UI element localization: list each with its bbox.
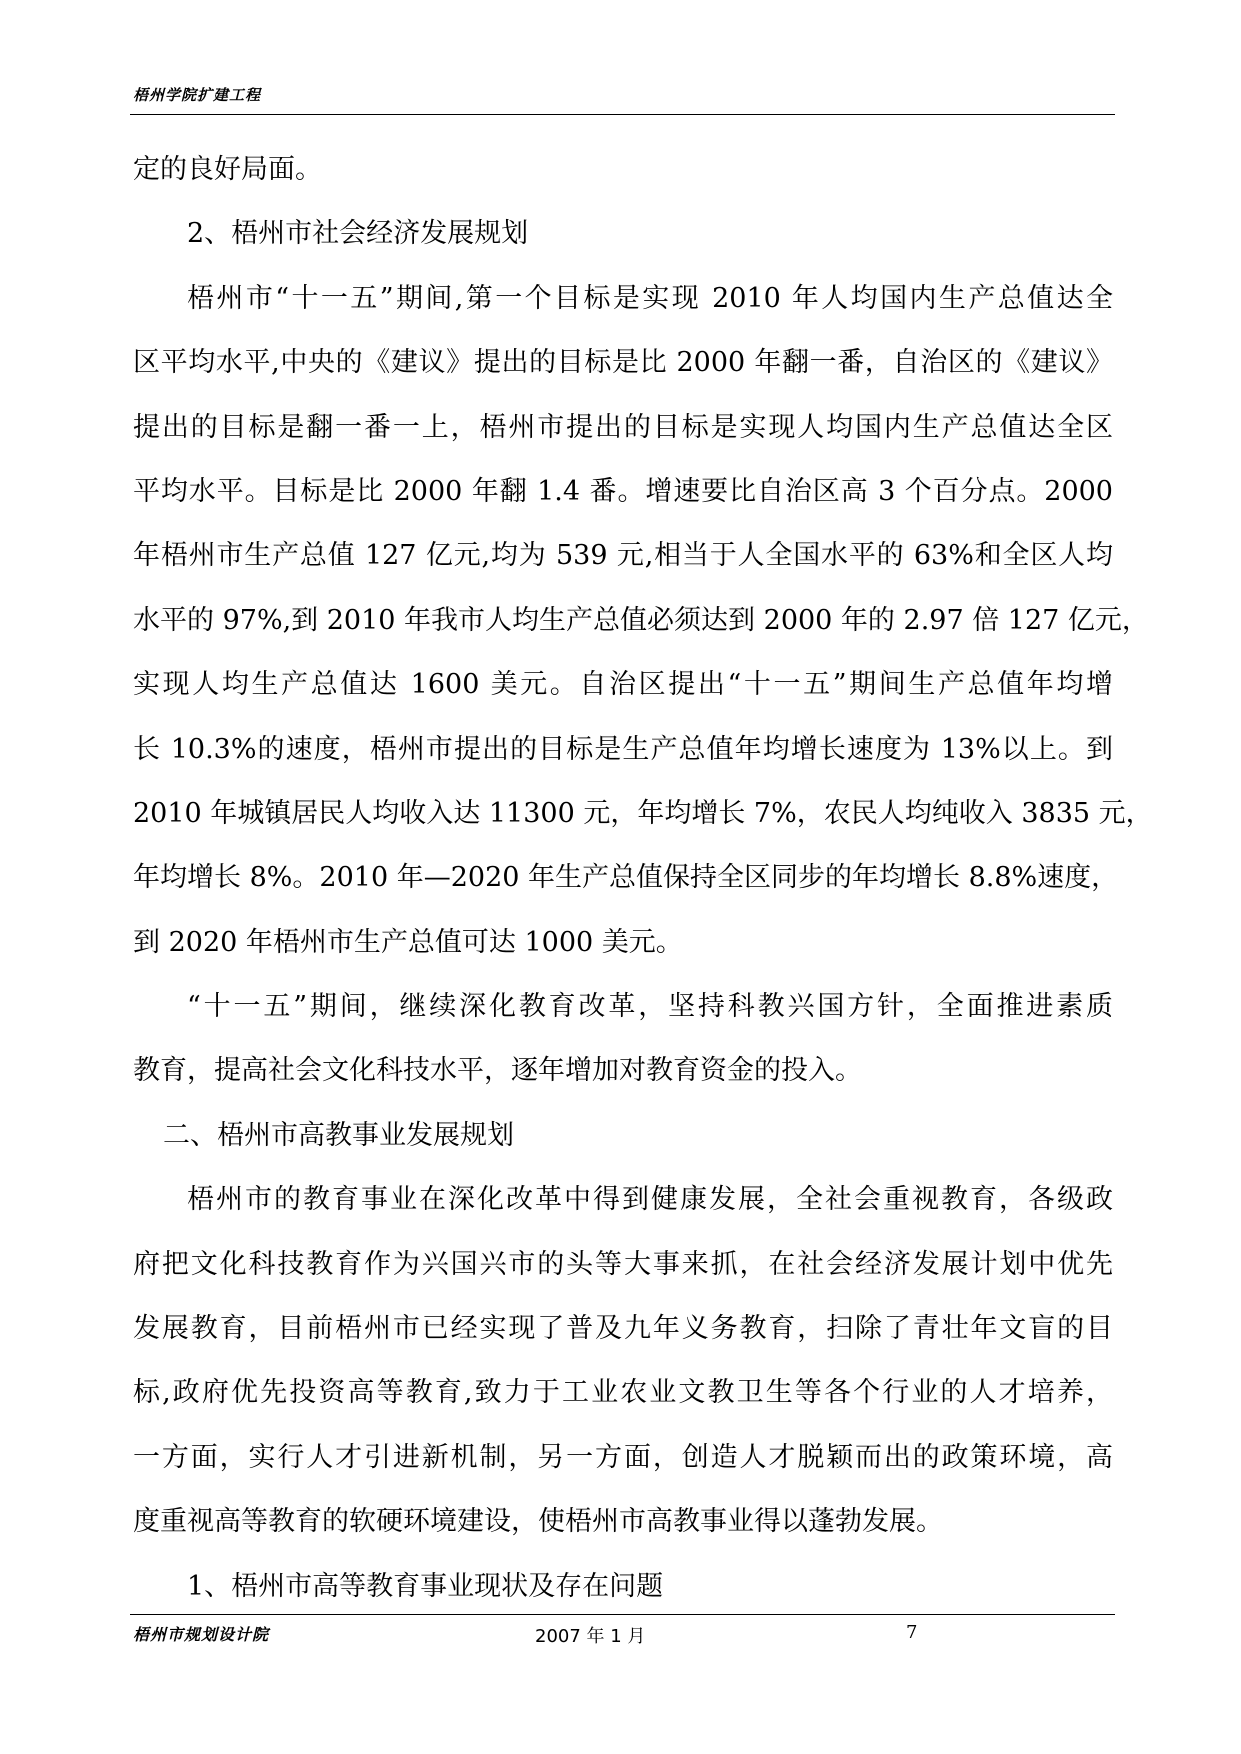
text-line: 年均增长 8%。2010 年—2020 年生产总值保持全区同步的年均增长 8.8%速度， [133, 862, 1119, 894]
text-line: 度重视高等教育的软硬环境建设，使梧州市高教事业得以蓬勃发展。 [133, 1506, 943, 1538]
text-line: 年梧州市生产总值 127 亿元,均为 539 元,相当于人全国水平的 63%和全区人均 [133, 540, 1113, 572]
page-number: 7 [906, 1622, 918, 1643]
subsection-heading: 2、梧州市社会经济发展规划 [187, 218, 529, 250]
subsection-heading: 1、梧州市高等教育事业现状及存在问题 [187, 1570, 664, 1602]
text-line: 梧州市“十一五”期间,第一个目标是实现 2010 年人均国内生产总值达全 [187, 282, 1113, 314]
footer-date: 2007 年 1 月 [535, 1626, 646, 1647]
text-line: 提出的目标是翻一番一上，梧州市提出的目标是实现人均国内生产总值达全区 [133, 411, 1113, 443]
text-line: 到 2020 年梧州市生产总值可达 1000 美元。 [133, 926, 683, 958]
footer-org: 梧州市规划设计院 [133, 1625, 270, 1644]
text-line: 长 10.3%的速度，梧州市提出的目标是生产总值年均增长速度为 13%以上。到 [133, 733, 1113, 765]
header-rule [130, 114, 1115, 115]
footer-rule [130, 1614, 1115, 1615]
document-body [133, 138, 1153, 1619]
text-line: 一方面，实行人才引进新机制，另一方面，创造人才脱颖而出的政策环境，高 [133, 1441, 1113, 1473]
text-line: 定的良好局面。 [133, 154, 322, 185]
text-line: 区平均水平,中央的《建议》提出的目标是比 2000 年翻一番，自治区的《建议》 [133, 347, 1113, 379]
text-line: 发展教育，目前梧州市已经实现了普及九年义务教育，扫除了青壮年文盲的目 [133, 1313, 1113, 1345]
text-line: “十一五”期间，继续深化教育改革，坚持科教兴国方针，全面推进素质 [187, 991, 1113, 1023]
text-line: 2010 年城镇居民人均收入达 11300 元，年均增长 7%，农民人均纯收入 3835 元， [133, 797, 1153, 829]
text-line: 实现人均生产总值达 1600 美元。自治区提出“十一五”期间生产总值年均增 [133, 669, 1113, 701]
text-line: 平均水平。目标是比 2000 年翻 1.4 番。增速要比自治区高 3 个百分点。2000 [133, 475, 1113, 507]
section-heading: 二、梧州市高教事业发展规划 [163, 1119, 514, 1151]
text-line: 标,政府优先投资高等教育,致力于工业农业文教卫生等各个行业的人才培养， [133, 1377, 1113, 1409]
text-line: 教育，提高社会文化科技水平，逐年增加对教育资金的投入。 [133, 1055, 862, 1087]
text-line: 水平的 97%,到 2010 年我市人均生产总值必须达到 2000 年的 2.97 倍 127 亿元， [133, 604, 1149, 636]
text-line: 府把文化科技教育作为兴国兴市的头等大事来抓，在社会经济发展计划中优先 [133, 1248, 1113, 1280]
text-line: 梧州市的教育事业在深化改革中得到健康发展，全社会重视教育，各级政 [187, 1184, 1113, 1216]
running-header: 梧州学院扩建工程 [133, 86, 262, 104]
